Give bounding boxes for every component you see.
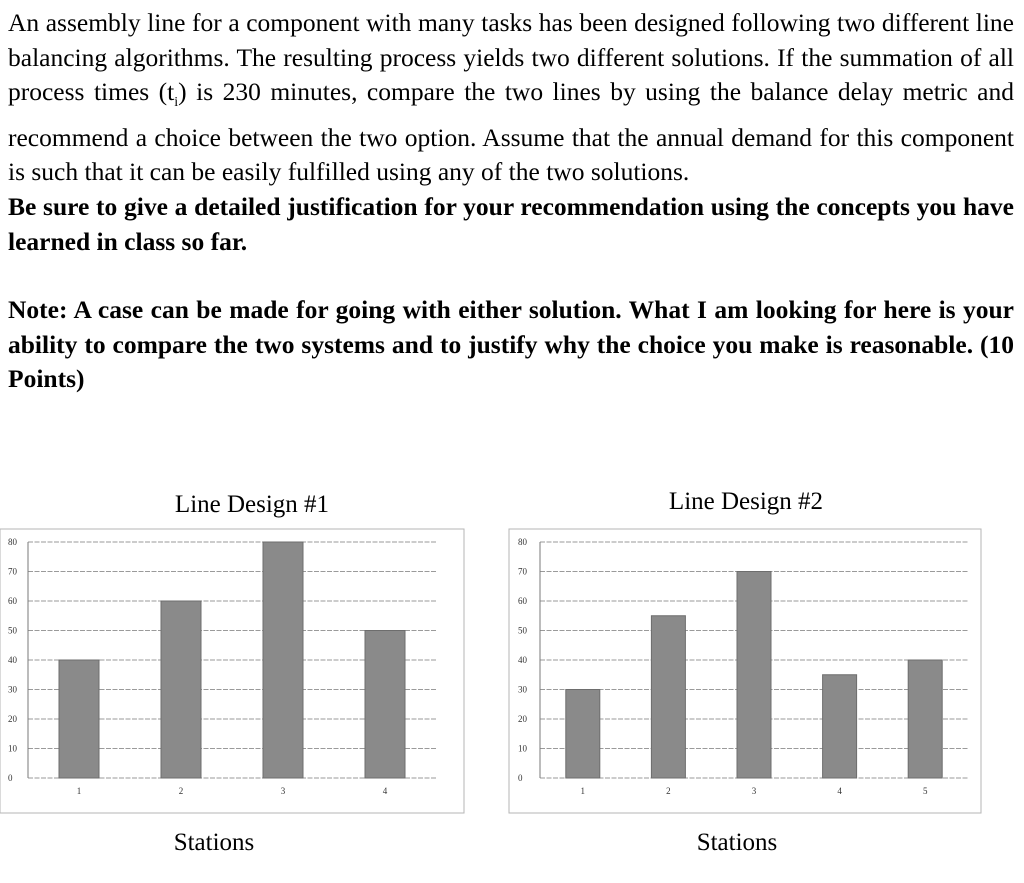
y-tick-label: 60 (8, 596, 17, 606)
line-design-2-chart (509, 488, 981, 856)
x-tick-label: 4 (382, 786, 388, 796)
chart-title: Line Design #1 (174, 491, 330, 518)
bar-station-1 (59, 660, 99, 778)
bar-station-4 (823, 675, 857, 778)
bar-station-3 (737, 572, 771, 779)
y-tick-label: 80 (518, 537, 527, 547)
y-tick-label: 80 (8, 537, 17, 547)
y-tick-label: 20 (518, 714, 527, 724)
x-tick-label: 1 (580, 786, 586, 796)
problem-paragraph: An assembly line for a component with many tasks has been designed following two different line balancing algorithms. The resulting process yields two different solutions. If the summation of all process times $(t_i)$ is 230 minutes, compare the two lines by using the balance delay metric and recommend a choice between the two option. Assume that the annual demand for this component is such that it can be easily fulfilled using any of the two solutions. (8, 8, 1014, 187)
y-tick-label: 20 (8, 714, 17, 724)
charts-area (0, 470, 1024, 870)
instruction-text: Be sure to give a detailed justification for your recommendation using the concepts you have learned in class so far. (8, 192, 1014, 256)
x-tick-label: 4 (837, 786, 842, 796)
y-tick-label: 0 (518, 773, 523, 783)
x-tick-label: 2 (178, 786, 184, 796)
bar-station-2 (161, 601, 201, 778)
y-tick-label: 70 (8, 566, 17, 577)
bar-station-2 (651, 616, 685, 778)
x-axis-title: Stations (696, 829, 778, 856)
bar-station-5 (908, 660, 942, 778)
y-tick-label: 10 (518, 743, 527, 754)
x-axis-title: Stations (173, 829, 255, 856)
y-tick-label: 30 (8, 684, 17, 695)
bar-station-3 (263, 542, 303, 778)
x-tick-label: 3 (751, 786, 757, 796)
y-tick-label: 40 (518, 655, 527, 665)
y-tick-label: 40 (8, 655, 17, 665)
x-tick-label: 2 (666, 786, 671, 796)
bar-station-4 (365, 631, 405, 779)
y-tick-label: 60 (518, 596, 527, 606)
y-tick-label: 50 (518, 625, 527, 636)
note-text: Note: A case can be made for going with either solution. What I am looking for here is your ability to compare the two systems and to justify why the choice you make is reasonable. (10 Points) (8, 295, 1014, 394)
y-tick-label: 10 (8, 743, 17, 754)
y-tick-label: 50 (8, 625, 17, 636)
y-tick-label: 30 (518, 684, 527, 695)
bar-station-1 (566, 690, 600, 779)
line-design-1-chart (0, 491, 464, 856)
chart-title: Line Design #2 (668, 488, 824, 515)
x-tick-label: 1 (76, 786, 82, 796)
x-tick-label: 3 (280, 786, 286, 796)
y-tick-label: 0 (8, 773, 13, 783)
problem-statement (8, 6, 1014, 397)
subscript-i: i (174, 95, 179, 111)
y-tick-label: 70 (518, 566, 527, 577)
x-tick-label: 5 (922, 786, 928, 796)
